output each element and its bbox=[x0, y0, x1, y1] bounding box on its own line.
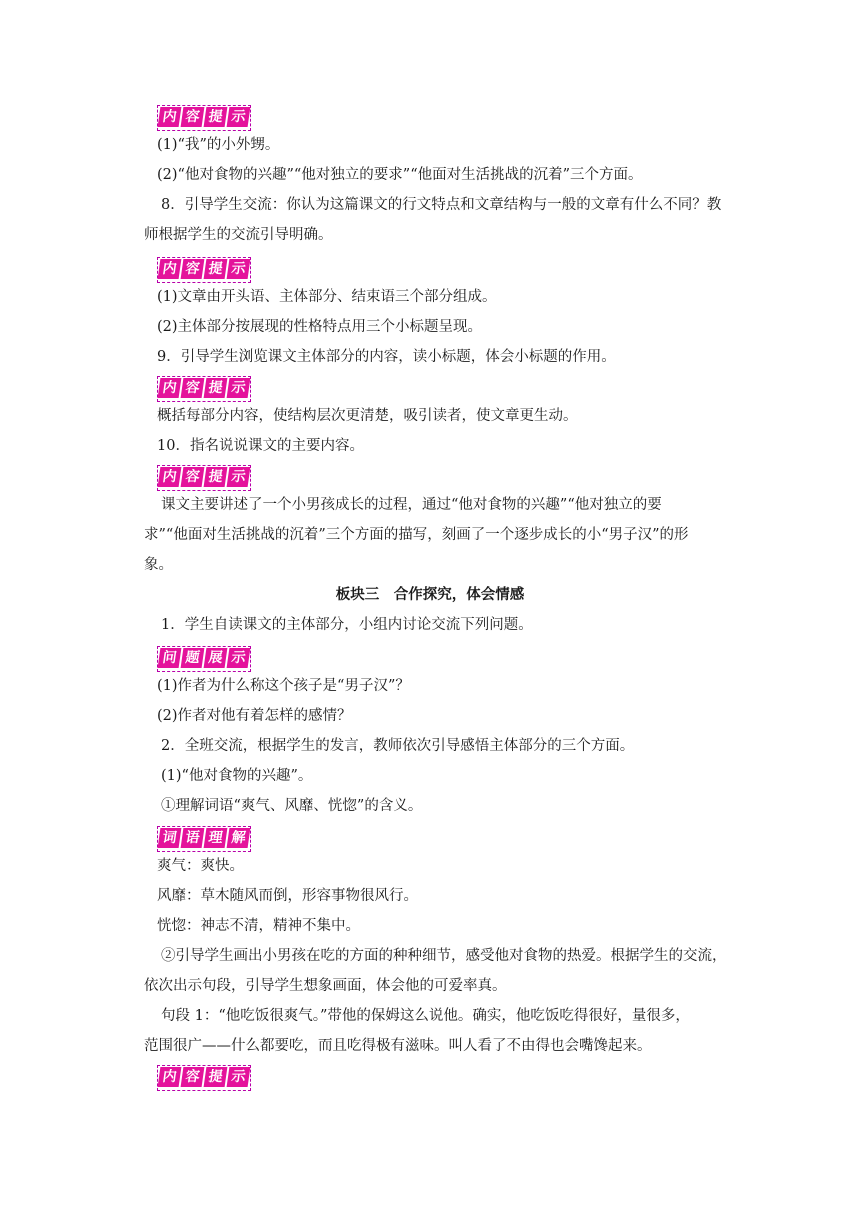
instruction-line: 10．指名说说课文的主要内容。 bbox=[157, 438, 364, 454]
excerpt-line: 范围很广——什么都要吃，而且吃得极有滋味。叫人看了不由得也会嘴馋起来。 bbox=[144, 1038, 652, 1054]
tag-char: 示 bbox=[227, 378, 251, 398]
content-hint-badge bbox=[157, 105, 251, 131]
question-line: (2)作者对他有着怎样的感情？ bbox=[157, 708, 352, 724]
word-understand-badge bbox=[157, 826, 251, 852]
tag-char: 示 bbox=[227, 259, 251, 279]
tag-char: 容 bbox=[181, 259, 205, 279]
instruction-line: 师根据学生的交流引导明确。 bbox=[144, 227, 333, 243]
tag-char: 容 bbox=[181, 378, 205, 398]
tag-char: 内 bbox=[158, 259, 182, 279]
tag-char: 容 bbox=[181, 467, 205, 487]
tag-char: 示 bbox=[227, 107, 251, 127]
content-hint-badge bbox=[157, 257, 251, 283]
question-line: (1)作者为什么称这个孩子是“男子汉”？ bbox=[157, 678, 410, 694]
tag-char: 提 bbox=[204, 107, 228, 127]
tag-char: 解 bbox=[227, 828, 251, 848]
definition-line: 爽气：爽快。 bbox=[157, 858, 244, 874]
tag-char: 提 bbox=[204, 259, 228, 279]
tag-char: 理 bbox=[204, 828, 228, 848]
tag-char: 内 bbox=[158, 1067, 182, 1087]
tag-char: 语 bbox=[181, 828, 205, 848]
instruction-line: 1．学生自读课文的主体部分，小组内讨论交流下列问题。 bbox=[161, 617, 533, 633]
tag-char: 内 bbox=[158, 378, 182, 398]
tag-char: 内 bbox=[158, 107, 182, 127]
tag-char: 提 bbox=[204, 1067, 228, 1087]
answer-line: (2)主体部分按展现的性格特点用三个小标题呈现。 bbox=[157, 319, 483, 335]
tag-char: 内 bbox=[158, 467, 182, 487]
tag-char: 问 bbox=[158, 648, 182, 668]
answer-line: (2)“他对食物的兴趣”“他对独立的要求”“他面对生活挑战的沉着”三个方面。 bbox=[157, 167, 643, 183]
instruction-line: 依次出示句段，引导学生想象画面，体会他的可爱率真。 bbox=[144, 978, 507, 994]
content-hint-badge bbox=[157, 376, 251, 402]
excerpt-line: 句段 1：“他吃饭很爽气。”带他的保姆这么说他。确实，他吃饭吃得很好，量很多， bbox=[161, 1008, 690, 1024]
instruction-line: (1)“他对食物的兴趣”。 bbox=[161, 768, 313, 784]
instruction-line: 2．全班交流，根据学生的发言，教师依次引导感悟主体部分的三个方面。 bbox=[161, 738, 635, 754]
instruction-line: ①理解词语“爽气、风靡、恍惚”的含义。 bbox=[161, 798, 423, 814]
instruction-line: ②引导学生画出小男孩在吃的方面的种种细节，感受他对食物的热爱。根据学生的交流， bbox=[161, 948, 727, 964]
tag-char: 示 bbox=[227, 467, 251, 487]
answer-line: 概括每部分内容，使结构层次更清楚，吸引读者，使文章更生动。 bbox=[157, 408, 578, 424]
tag-char: 词 bbox=[158, 828, 182, 848]
tag-char: 提 bbox=[204, 467, 228, 487]
tag-char: 示 bbox=[227, 648, 251, 668]
summary-line: 求”“他面对生活挑战的沉着”三个方面的描写，刻画了一个逐步成长的小“男子汉”的形 bbox=[144, 527, 689, 543]
tag-char: 容 bbox=[181, 107, 205, 127]
summary-line: 课文主要讲述了一个小男孩成长的过程，通过“他对食物的兴趣”“他对独立的要 bbox=[161, 497, 662, 513]
content-hint-badge bbox=[157, 465, 251, 491]
answer-line: (1)“我”的小外甥。 bbox=[157, 137, 280, 153]
tag-char: 展 bbox=[204, 648, 228, 668]
summary-line: 象。 bbox=[144, 557, 173, 573]
content-hint-badge bbox=[157, 1065, 251, 1091]
answer-line: (1)文章由开头语、主体部分、结束语三个部分组成。 bbox=[157, 289, 497, 305]
tag-char: 容 bbox=[181, 1067, 205, 1087]
definition-line: 风靡：草木随风而倒，形容事物很风行。 bbox=[157, 888, 418, 904]
section-heading: 板块三 合作探究，体会情感 bbox=[335, 587, 525, 603]
tag-char: 提 bbox=[204, 378, 228, 398]
tag-char: 题 bbox=[181, 648, 205, 668]
definition-line: 恍惚：神志不清，精神不集中。 bbox=[157, 918, 360, 934]
tag-char: 示 bbox=[227, 1067, 251, 1087]
instruction-line: 8．引导学生交流：你认为这篇课文的行文特点和文章结构与一般的文章有什么不同？教 bbox=[161, 197, 722, 213]
instruction-line: 9．引导学生浏览课文主体部分的内容，读小标题，体会小标题的作用。 bbox=[157, 349, 616, 365]
question-show-badge bbox=[157, 646, 251, 672]
